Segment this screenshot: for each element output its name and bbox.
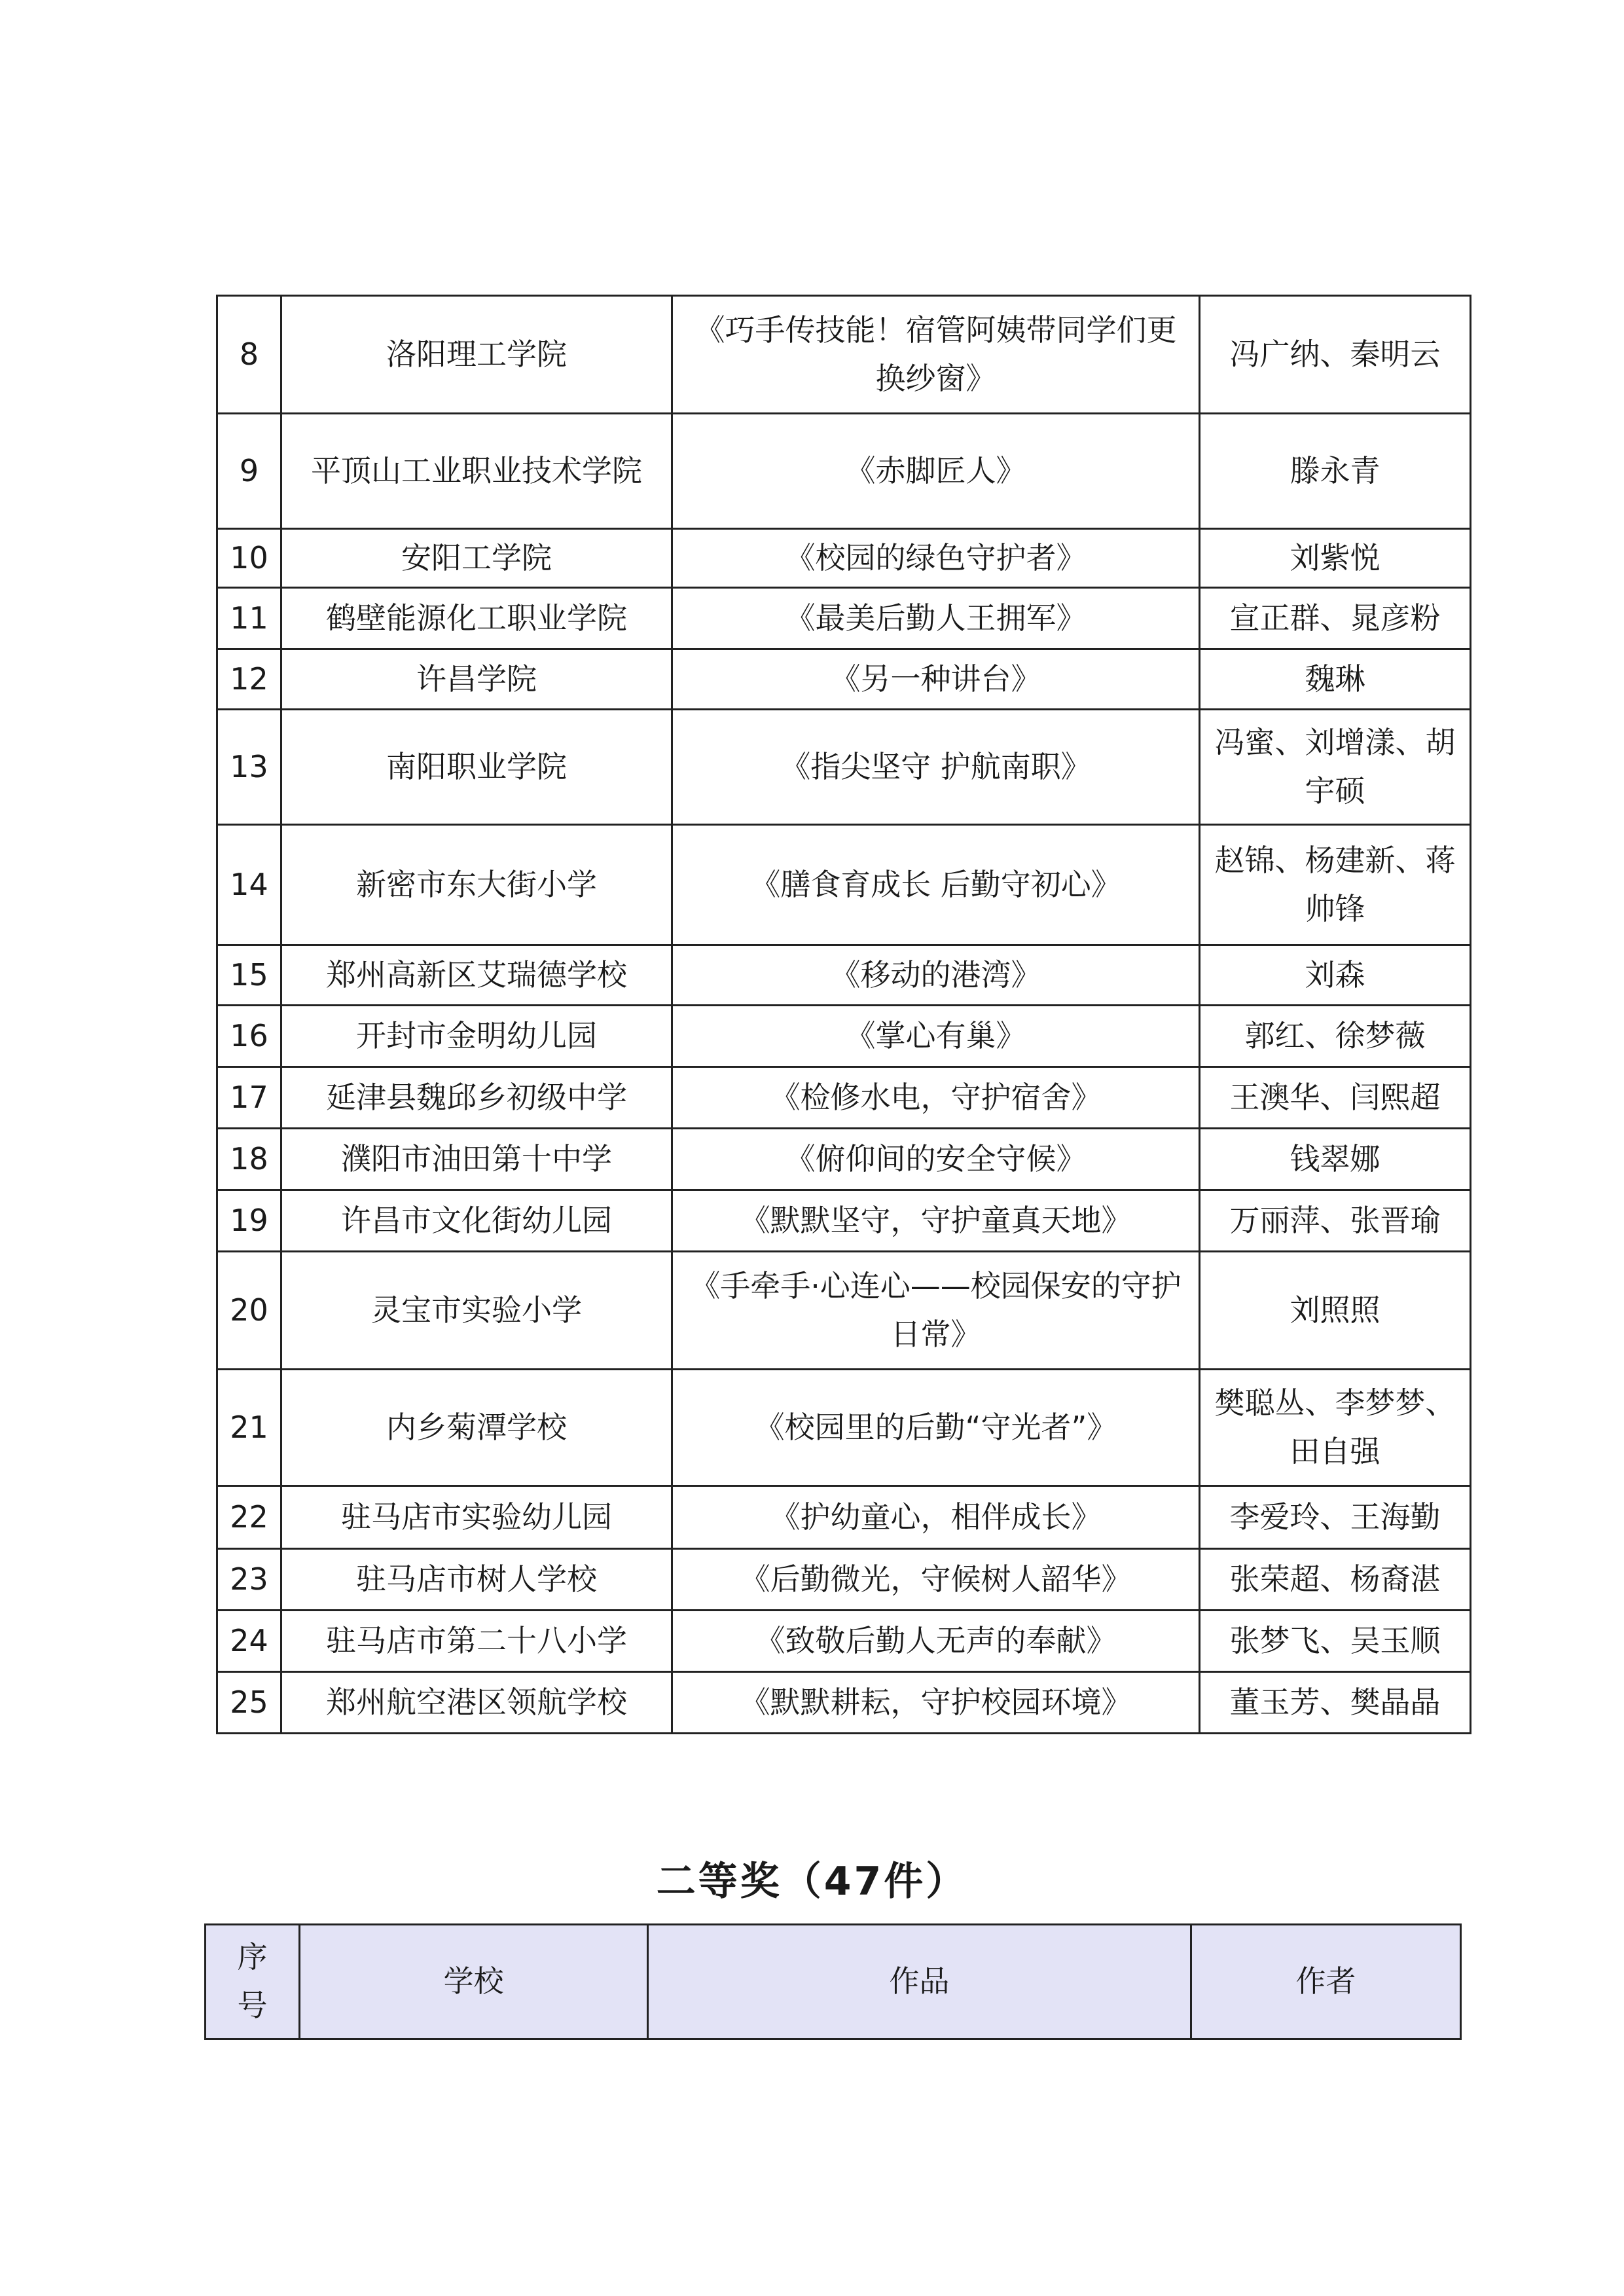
- table-row: [217, 1252, 1471, 1370]
- row-work: 《俯仰间的安全守候》: [672, 1129, 1200, 1190]
- row-authors: 魏琳: [1200, 649, 1471, 710]
- row-school: 驻马店市实验幼儿园: [281, 1486, 672, 1549]
- row-authors: 赵锦、杨建新、蒋帅锋: [1200, 825, 1471, 945]
- row-school: 濮阳市油田第十中学: [281, 1129, 672, 1190]
- table-row: [217, 825, 1471, 945]
- row-authors: 刘森: [1200, 945, 1471, 1006]
- row-authors: 董玉芳、樊晶晶: [1200, 1672, 1471, 1734]
- row-work: 《膳食育成长 后勤守初心》: [672, 825, 1200, 945]
- row-authors: 刘照照: [1200, 1252, 1471, 1370]
- row-school: 驻马店市树人学校: [281, 1549, 672, 1611]
- table-row: [217, 710, 1471, 825]
- row-work: 《后勤微光，守候树人韶华》: [672, 1549, 1200, 1611]
- row-school: 安阳工学院: [281, 529, 672, 588]
- row-authors: 刘紫悦: [1200, 529, 1471, 588]
- row-authors: 冯广纳、秦明云: [1200, 296, 1471, 414]
- table-row: [217, 649, 1471, 710]
- row-authors: 冯蜜、刘增漾、胡宇硕: [1200, 710, 1471, 825]
- row-authors: 张荣超、杨裔湛: [1200, 1549, 1471, 1611]
- row-authors: 滕永青: [1200, 414, 1471, 529]
- row-school: 南阳职业学院: [281, 710, 672, 825]
- row-number: 21: [217, 1370, 281, 1486]
- row-authors: 王澳华、闫熙超: [1200, 1067, 1471, 1129]
- row-work: 《指尖坚守 护航南职》: [672, 710, 1200, 825]
- row-number: 16: [217, 1006, 281, 1067]
- row-work: 《致敬后勤人无声的奉献》: [672, 1611, 1200, 1672]
- row-authors: 郭红、徐梦薇: [1200, 1006, 1471, 1067]
- row-number: 22: [217, 1486, 281, 1549]
- row-number: 11: [217, 588, 281, 649]
- table-row: [217, 1129, 1471, 1190]
- row-number: 10: [217, 529, 281, 588]
- table-row: [217, 1611, 1471, 1672]
- row-authors: 张梦飞、吴玉顺: [1200, 1611, 1471, 1672]
- table-row: [217, 414, 1471, 529]
- header-authors: 作者: [1191, 1925, 1461, 2039]
- row-school: 平顶山工业职业技术学院: [281, 414, 672, 529]
- row-school: 开封市金明幼儿园: [281, 1006, 672, 1067]
- row-school: 许昌市文化街幼儿园: [281, 1190, 672, 1252]
- row-authors: 万丽萍、张晋瑜: [1200, 1190, 1471, 1252]
- header-work: 作品: [648, 1925, 1191, 2039]
- row-number: 23: [217, 1549, 281, 1611]
- row-work: 《手牵手·心连心——校园保安的守护日常》: [672, 1252, 1200, 1370]
- row-work: 《默默耕耘，守护校园环境》: [672, 1672, 1200, 1734]
- row-school: 灵宝市实验小学: [281, 1252, 672, 1370]
- table-row: [217, 1672, 1471, 1734]
- row-work: 《另一种讲台》: [672, 649, 1200, 710]
- row-work: 《默默坚守，守护童真天地》: [672, 1190, 1200, 1252]
- row-work: 《掌心有巢》: [672, 1006, 1200, 1067]
- header-school: 学校: [300, 1925, 648, 2039]
- row-school: 郑州航空港区领航学校: [281, 1672, 672, 1734]
- award-table: [216, 295, 1471, 1734]
- row-school: 延津县魏邱乡初级中学: [281, 1067, 672, 1129]
- row-work: 《检修水电，守护宿舍》: [672, 1067, 1200, 1129]
- row-work: 《校园里的后勤“守光者”》: [672, 1370, 1200, 1486]
- row-school: 新密市东大街小学: [281, 825, 672, 945]
- table-row: [217, 296, 1471, 414]
- row-school: 内乡菊潭学校: [281, 1370, 672, 1486]
- table-row: [217, 1549, 1471, 1611]
- row-authors: 李爱玲、王海勤: [1200, 1486, 1471, 1549]
- header-row: [206, 1925, 1461, 2039]
- row-school: 洛阳理工学院: [281, 296, 672, 414]
- row-number: 25: [217, 1672, 281, 1734]
- table-row: [217, 588, 1471, 649]
- row-number: 13: [217, 710, 281, 825]
- table-row: [217, 945, 1471, 1006]
- row-work: 《巧手传技能！宿管阿姨带同学们更换纱窗》: [672, 296, 1200, 414]
- table-row: [217, 1486, 1471, 1549]
- row-school: 驻马店市第二十八小学: [281, 1611, 672, 1672]
- table-row: [217, 529, 1471, 588]
- row-number: 15: [217, 945, 281, 1006]
- second-prize-header-table: [204, 1923, 1462, 2040]
- row-school: 鹤壁能源化工职业学院: [281, 588, 672, 649]
- row-number: 17: [217, 1067, 281, 1129]
- row-work: 《校园的绿色守护者》: [672, 529, 1200, 588]
- table-row: [217, 1067, 1471, 1129]
- row-number: 20: [217, 1252, 281, 1370]
- row-authors: 宣正群、晁彦粉: [1200, 588, 1471, 649]
- row-number: 14: [217, 825, 281, 945]
- row-work: 《移动的港湾》: [672, 945, 1200, 1006]
- row-work: 《护幼童心，相伴成长》: [672, 1486, 1200, 1549]
- row-number: 8: [217, 296, 281, 414]
- row-number: 18: [217, 1129, 281, 1190]
- row-number: 12: [217, 649, 281, 710]
- header-no: 序号: [206, 1925, 300, 2039]
- table-row: [217, 1190, 1471, 1252]
- row-school: 郑州高新区艾瑞德学校: [281, 945, 672, 1006]
- row-number: 19: [217, 1190, 281, 1252]
- row-work: 《赤脚匠人》: [672, 414, 1200, 529]
- row-number: 9: [217, 414, 281, 529]
- row-authors: 樊聪丛、李梦梦、田自强: [1200, 1370, 1471, 1486]
- row-authors: 钱翠娜: [1200, 1129, 1471, 1190]
- row-school: 许昌学院: [281, 649, 672, 710]
- table-row: [217, 1370, 1471, 1486]
- section-title: 二等奖（47件）: [656, 1859, 968, 1904]
- table-row: [217, 1006, 1471, 1067]
- award-table-body: [217, 296, 1471, 1734]
- row-number: 24: [217, 1611, 281, 1672]
- row-work: 《最美后勤人王拥军》: [672, 588, 1200, 649]
